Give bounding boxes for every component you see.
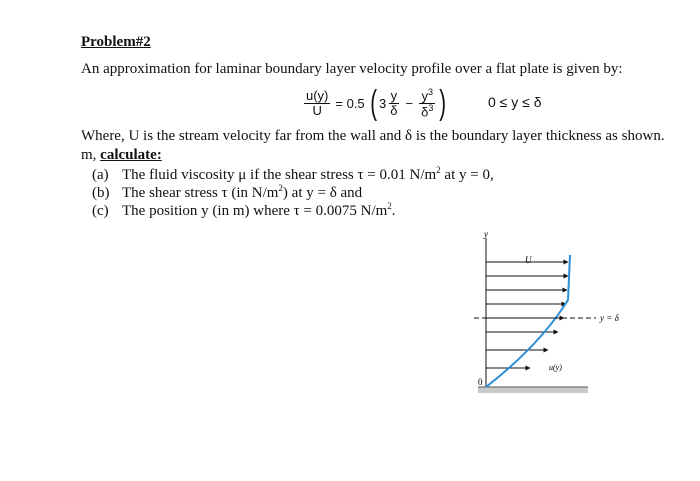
u-label: U	[525, 255, 532, 265]
term2-num-exp: 3	[427, 86, 433, 97]
right-paren: )	[439, 84, 447, 122]
where-line: Where, U is the stream velocity far from the wall and δ is the boundary layer thickness as shown.	[81, 128, 665, 144]
term1-numerator: y	[390, 87, 398, 103]
left-paren: (	[369, 84, 377, 122]
term1-coefficient: 3	[379, 95, 387, 111]
part-a-sup: 2	[436, 165, 441, 175]
part-c-label: (c)	[92, 203, 109, 219]
term2-den-base: δ	[421, 103, 429, 119]
lhs-numerator: u(y)	[306, 87, 329, 103]
delta-label: y = δ	[600, 313, 619, 323]
flat-plate	[478, 387, 588, 393]
part-b-text-post: ) at y = δ and	[282, 185, 363, 201]
part-b-sup: 2	[278, 183, 283, 193]
range-condition: 0 ≤ y ≤ δ	[488, 94, 542, 110]
term2-den-exp: 3	[428, 102, 434, 113]
term2-num-base: y	[421, 87, 428, 103]
lhs-denominator: U	[312, 102, 322, 118]
m-prefix: m,	[81, 147, 101, 163]
y-axis-label: y	[484, 229, 488, 239]
minus-sign: −	[405, 95, 414, 111]
part-a-label: (a)	[92, 167, 109, 183]
equals-coefficient: = 0.5	[335, 95, 365, 111]
part-b-label: (b)	[92, 185, 110, 201]
calculate-label: calculate:	[100, 147, 162, 163]
part-a-text-post: at y = 0,	[440, 167, 494, 183]
problem-title: Problem#2	[81, 34, 151, 50]
part-c-sup: 2	[387, 201, 392, 211]
term1-denominator: δ	[390, 102, 398, 118]
part-a-text-pre: The fluid viscosity μ if the shear stress τ = 0.01 N/m	[122, 167, 437, 183]
part-c-text-pre: The position y (in m) where τ = 0.0075 N/m	[122, 203, 388, 219]
profile-label: u(y)	[549, 363, 562, 372]
intro-text: An approximation for laminar boundary layer velocity profile over a flat plate is given by:	[81, 61, 623, 77]
part-c-text-post: .	[391, 203, 396, 219]
origin-label: 0	[478, 377, 483, 387]
part-b-text-pre: The shear stress τ (in N/m	[122, 185, 279, 201]
